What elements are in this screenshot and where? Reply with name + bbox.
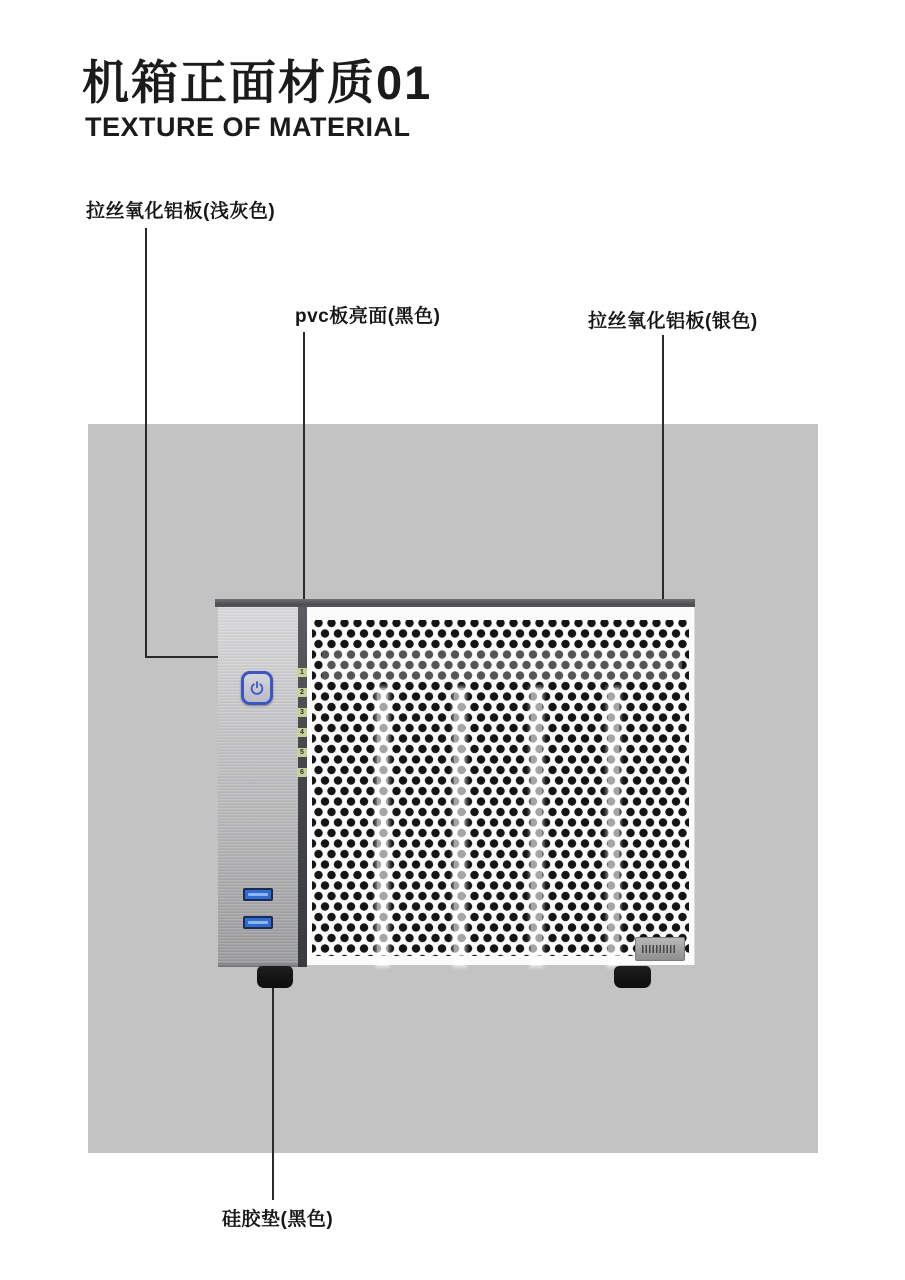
led-indicator-3: 3	[297, 708, 307, 717]
brand-logo-plate	[635, 937, 685, 961]
led-indicator-5: 5	[297, 748, 307, 757]
silicone-foot-left	[257, 966, 293, 988]
page-subtitle: TEXTURE OF MATERIAL	[85, 112, 411, 142]
brand-logo-text-illegible	[642, 945, 677, 953]
leader-line-lightgray-vertical	[145, 228, 147, 657]
power-button	[241, 671, 273, 705]
drive-bay-streak	[377, 688, 388, 966]
callout-brushed-aluminum-silver: 拉丝氧化铝板(银色)	[588, 311, 758, 332]
led-indicator-4: 4	[297, 728, 307, 737]
pvc-black-strip	[298, 607, 307, 967]
leader-line-pvc	[303, 332, 305, 615]
drive-bay-streak	[531, 688, 542, 966]
callout-pvc-glossy-black: pvc板亮面(黑色)	[295, 306, 441, 327]
drive-bay-streak	[454, 688, 465, 966]
usb-port-1	[243, 888, 273, 901]
page-title: 机箱正面材质01	[82, 56, 433, 109]
silicone-foot-right	[614, 966, 651, 988]
led-indicator-2: 2	[297, 688, 307, 697]
chassis-top-edge	[215, 599, 695, 607]
power-icon	[249, 680, 265, 696]
perforated-mesh-panel	[307, 607, 695, 965]
leader-line-silicone	[272, 988, 274, 1200]
led-indicator-1: 1	[297, 668, 307, 677]
callout-brushed-aluminum-lightgray: 拉丝氧化铝板(浅灰色)	[86, 201, 276, 222]
led-indicator-6: 6	[297, 768, 307, 777]
callout-silicone-pad-black: 硅胶垫(黑色)	[222, 1209, 334, 1230]
mesh-reflection-band	[322, 648, 682, 682]
drive-bay-streak	[608, 688, 619, 966]
usb-port-2	[243, 916, 273, 929]
leader-line-silver	[662, 335, 664, 612]
front-aluminum-panel	[218, 607, 298, 967]
mesh-hole-pattern	[312, 620, 689, 956]
